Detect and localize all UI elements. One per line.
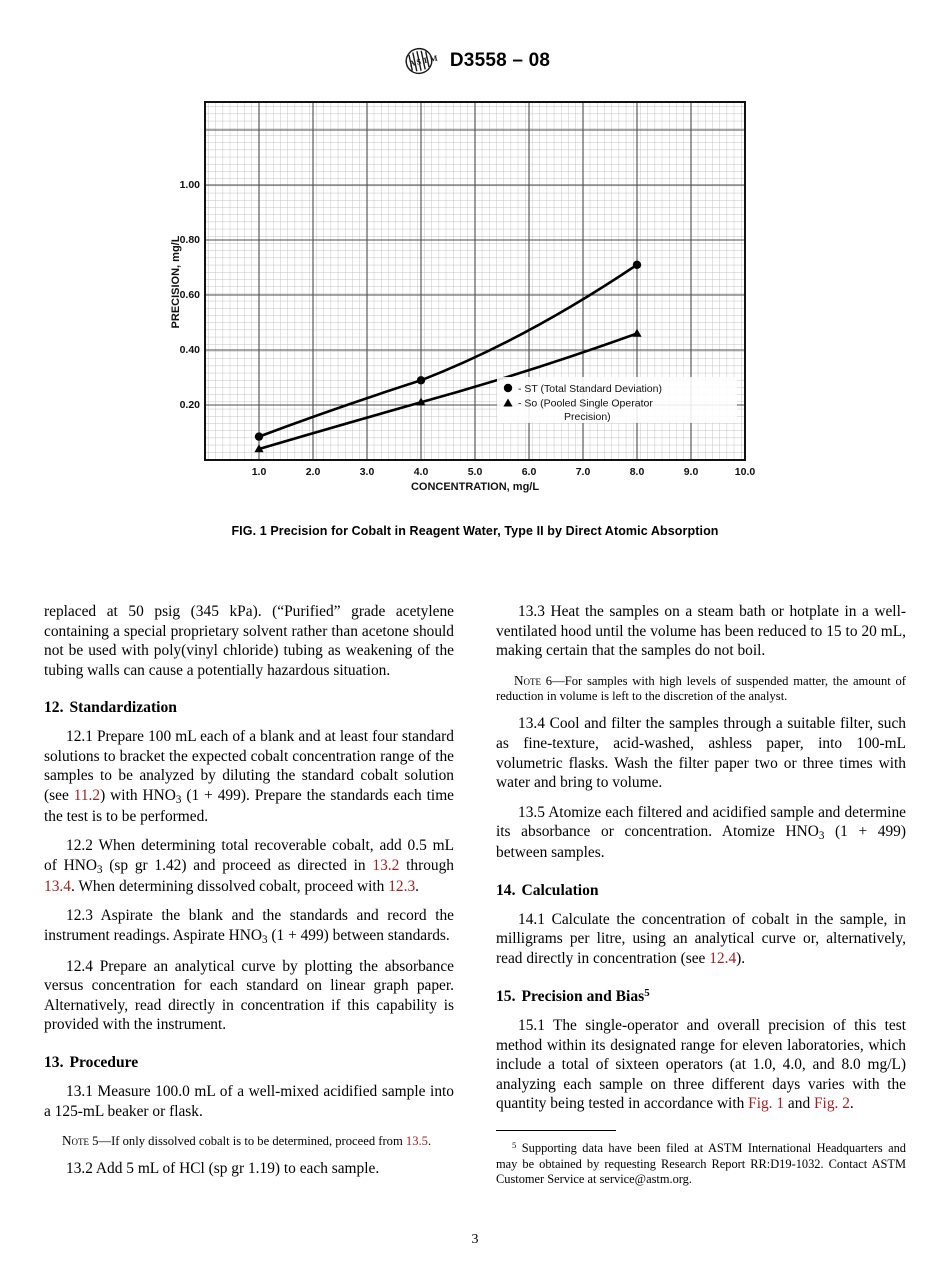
text-run: (1 + 499) between standards. [267, 926, 450, 944]
text-run: (sp gr 1.42) and proceed as directed in [102, 856, 373, 874]
paragraph-12-3 [44, 906, 454, 946]
y-axis-label: PRECISION, mg/L [170, 235, 182, 329]
section-number: 12. [44, 699, 64, 717]
text-run: 12.2 When determining total recoverable cobalt, add 0.5 mL of HNO [44, 837, 454, 874]
paragraph-12-1 [44, 727, 454, 826]
paragraph-13-2: 13.2 Add 5 mL of HCl (sp gr 1.19) to each sample. [66, 1160, 380, 1178]
note-label: Note [514, 672, 542, 688]
cross-reference-13-2[interactable]: 13.2 [372, 856, 400, 874]
paragraph-continued: replaced at 50 psig (345 kPa). (“Purified” grade acetylene containing a special proprietary solvent rather than acetone should not be used with poly(vinyl chloride) tubing as weakening of the tubing walls can cause a potentially hazardous situation. [44, 603, 454, 679]
text-run: 6—For samples with high levels of suspended matter, the amount of reduction in volume is left to the discretion of the analyst. [496, 673, 906, 704]
svg-text:2.0: 2.0 [305, 466, 321, 478]
svg-text:9.0: 9.0 [683, 466, 699, 478]
figure-1 [0, 92, 950, 538]
text-run: 12.3 Aspirate the blank and the standards and record the instrument readings. Aspirate HNO [44, 907, 454, 944]
text-run: ). [736, 949, 746, 967]
chart-svg [165, 92, 785, 512]
page-header [0, 46, 950, 76]
text-run: (1 + 499). Prepare the standards each time the test is to be performed. [44, 786, 454, 825]
svg-text:1.00: 1.00 [179, 179, 200, 191]
subscript-3: 3 [175, 793, 182, 806]
footnote-5 [496, 1140, 906, 1188]
svg-text:4.0: 4.0 [413, 466, 429, 478]
svg-text:- So (Pooled Single Operator: - So (Pooled Single Operator [518, 397, 653, 410]
page-number: 3 [471, 1232, 479, 1247]
section-number: 13. [44, 1053, 64, 1071]
footnote-marker[interactable]: 5 [644, 987, 650, 1000]
section-title: Standardization [69, 699, 177, 717]
footnote-area [496, 1130, 906, 1188]
svg-text:A S T M: A S T M [408, 53, 438, 69]
x-axis-label: CONCENTRATION, mg/L [410, 481, 540, 493]
svg-text:0.40: 0.40 [179, 344, 200, 356]
document-designation: D3558 – 08 [449, 50, 551, 71]
text-run: (1 + 499) between samples. [496, 823, 906, 862]
footnote-divider [496, 1130, 616, 1131]
section-heading-15 [496, 987, 906, 1006]
text-run: 12.1 Prepare 100 mL each of a blank and at least four standard solutions to bracket the expected cobalt concentration range of the samples to be analyzed by diluting the standard cobalt solution (see [44, 728, 454, 804]
svg-text:1.0: 1.0 [251, 466, 267, 478]
svg-text:5.0: 5.0 [467, 466, 483, 478]
svg-text:- ST (Total Standard Deviation: - ST (Total Standard Deviation) [518, 383, 662, 395]
svg-text:6.0: 6.0 [521, 466, 537, 478]
paragraph-13-1: 13.1 Measure 100.0 mL of a well-mixed acidified sample into a 125-mL beaker or flask. [44, 1082, 454, 1120]
text-run: 14.1 Calculate the concentration of cobalt in the sample, in milligrams per litre, using an analytical curve or, alternatively, read directly in concentration (see [496, 910, 906, 967]
text-run: 13.5 Atomize each filtered and acidified sample and determine its absorbance or concentration. Atomize HNO [496, 803, 906, 841]
cross-reference-fig-2[interactable]: Fig. 2 [814, 1095, 850, 1113]
svg-text:0.80: 0.80 [179, 234, 200, 246]
subscript-3: 3 [262, 933, 268, 946]
cross-reference-11-2[interactable]: 11.2 [73, 786, 101, 804]
paragraph-14-1 [496, 910, 906, 969]
svg-text:0.60: 0.60 [179, 289, 200, 301]
cross-reference-12-3[interactable]: 12.3 [388, 877, 416, 895]
paragraph-12-2 [44, 836, 454, 896]
text-run: . [849, 1095, 854, 1113]
svg-text:Precision): Precision) [564, 411, 611, 423]
cross-reference-fig-1[interactable]: Fig. 1 [748, 1095, 785, 1113]
text-run: . When determining dissolved cobalt, proceed with [70, 877, 389, 895]
y-axis-ticks [180, 179, 201, 411]
paragraph-13-3: 13.3 Heat the samples on a steam bath or hotplate in a well-ventilated hood until the volume has been reduced to 15 to 20 mL, making certain that the samples do not boil. [496, 603, 906, 660]
text-run: 5—If only dissolved cobalt is to be determined, proceed from [89, 1134, 406, 1149]
svg-text:0.20: 0.20 [179, 399, 200, 411]
text-run: through [399, 856, 454, 874]
legend-circle-icon [504, 384, 512, 392]
section-title: Calculation [521, 881, 599, 899]
text-run: Supporting data have been filed at ASTM International Headquarters and may be obtained by requesting Research Report RR:D19-1032. Contact ASTM Customer Service at service@astm.org. [496, 1140, 906, 1187]
svg-text:7.0: 7.0 [575, 466, 591, 478]
right-column [496, 602, 906, 1187]
section-heading-13 [44, 1054, 454, 1072]
precision-chart [165, 92, 785, 512]
section-heading-14 [496, 882, 906, 900]
text-run: . [415, 877, 420, 895]
paragraph-15-1 [496, 1016, 906, 1114]
cross-reference-13-5[interactable]: 13.5 [405, 1134, 428, 1149]
text-run: and [784, 1095, 814, 1113]
text-run: . [427, 1134, 432, 1149]
body-columns [44, 602, 906, 1187]
svg-text:10.0: 10.0 [734, 466, 756, 478]
cross-reference-12-4[interactable]: 12.4 [709, 949, 737, 967]
figure-caption: FIG. 1 Precision for Cobalt in Reagent Water, Type II by Direct Atomic Absorption [231, 524, 719, 538]
paragraph-13-4: 13.4 Cool and filter the samples through a suitable filter, such as fine-texture, acid-washed, ashless paper, into 100-mL volumetric flasks. Wash the filter paper two or three times with water and bring to volume. [496, 715, 906, 792]
x-axis-ticks [252, 466, 756, 478]
chart-legend [497, 377, 737, 423]
section-title: Precision and Bias [521, 988, 645, 1006]
footnote-number: 5 [512, 1140, 517, 1150]
paragraph-12-4: 12.4 Prepare an analytical curve by plotting the absorbance versus concentration for each standard on linear graph paper. Alternatively, read directly in concentration if this capability is provided with the instrument. [44, 957, 454, 1034]
section-title: Procedure [69, 1053, 139, 1071]
note-label: Note [62, 1133, 90, 1149]
note-5 [44, 1133, 454, 1149]
astm-logo-icon [400, 46, 438, 76]
subscript-3: 3 [96, 863, 103, 876]
section-number: 15. [496, 988, 516, 1006]
cross-reference-13-4[interactable]: 13.4 [44, 877, 71, 895]
svg-text:3.0: 3.0 [359, 466, 375, 478]
subscript-3: 3 [818, 829, 825, 842]
section-number: 14. [496, 881, 516, 899]
left-column [44, 602, 454, 1179]
section-heading-12 [44, 699, 454, 717]
paragraph-13-5 [496, 803, 906, 863]
note-6 [496, 673, 906, 705]
svg-text:8.0: 8.0 [629, 466, 645, 478]
text-run: ) with HNO [100, 786, 176, 804]
text-run: 15.1 The single-operator and overall precision of this test method within its designated range for eleven laboratories, which include a total of sixteen operators (at 1.0, 4.0, and 8.0 mg/L) analyzing each sample on three different days varies with the quantity being tested in accordance with [496, 1017, 906, 1113]
